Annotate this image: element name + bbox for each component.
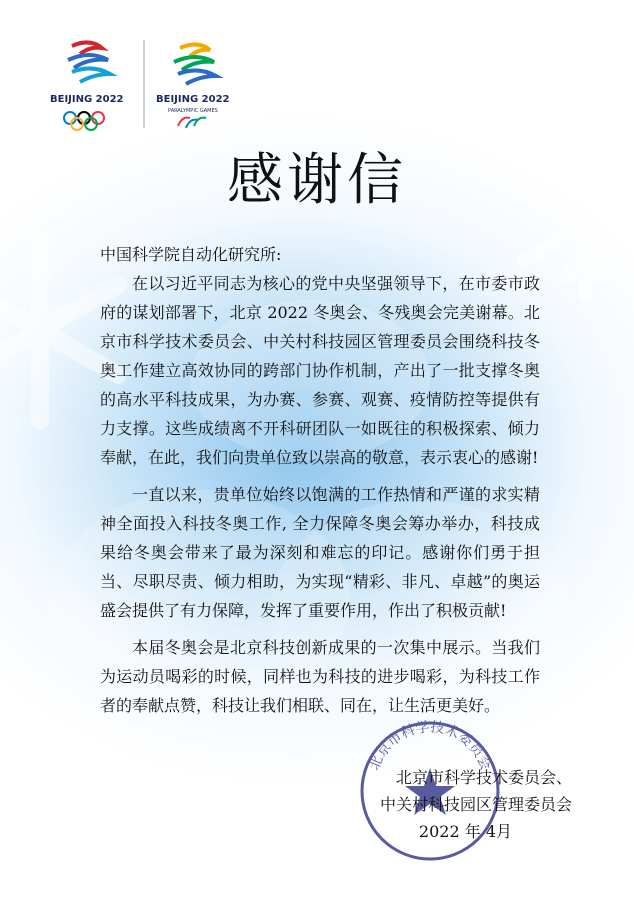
agitos-icon — [178, 118, 206, 128]
paragraph: 本届冬奥会是北京科技创新成果的一次集中展示。当我们为运动员喝彩的时候，同样也为科技的进步喝彩，为科技工作者的奉献点赞，科技让我们相联、同在，让生活更美好。 — [100, 638, 540, 715]
olympic-emblem-icon — [50, 42, 124, 130]
paralympic-label: BEIJING 2022 — [156, 94, 230, 105]
beijing-2022-logos — [50, 34, 280, 134]
paralympic-emblem-icon — [156, 44, 230, 128]
letter-title: 感谢信 — [227, 148, 407, 213]
signature-date: 2022 年 4月 — [418, 822, 512, 841]
letter-body — [100, 240, 540, 720]
olympic-label: BEIJING 2022 — [50, 94, 124, 105]
paralympic-sub-label: PARALYMPIC GAMES — [168, 108, 218, 114]
salutation: 中国科学院自动化研究所: — [100, 245, 282, 264]
paragraph: 一直以来，贵单位始终以饱满的工作热情和严谨的求实精神全面投入科技冬奥工作, 全力保障冬奥会筹办举办，科技成果给冬奥会带来了最为深刻和难忘的印记。感谢你们勇于担当、尽职尽责、倾力相助，为实现“精彩、非凡、卓越”的奥运盛会提供了有力保障，发挥了重要作用，作出了积极贡献! — [100, 485, 540, 620]
paragraph: 在以习近平同志为核心的党中央坚强领导下，在市委市政府的谋划部署下，北京 2022 冬奥会、冬残奥会完美谢幕。北京市科学技术委员会、中关村科技园区管理委员会围绕科技冬奥工作建立高效协同的跨部门协作机制，产出了一批支撑冬奥的高水平科技成果，为办赛、参赛、观赛、疫情防控等提供有力支撑。这些成绩离不开科研团队一如既往的积极探索、倾力奉献，在此，我们向贵单位致以崇高的敬意，表示衷心的感谢! — [100, 274, 540, 467]
signature-block — [342, 764, 572, 845]
olympic-rings-icon — [64, 112, 104, 130]
signature-line: 中关村科技园区管理委员会 — [379, 795, 572, 814]
signature-line: 北京市科学技术委员会、 — [395, 768, 572, 787]
stamp-text: 北京市科学技术委员会 — [366, 719, 494, 773]
